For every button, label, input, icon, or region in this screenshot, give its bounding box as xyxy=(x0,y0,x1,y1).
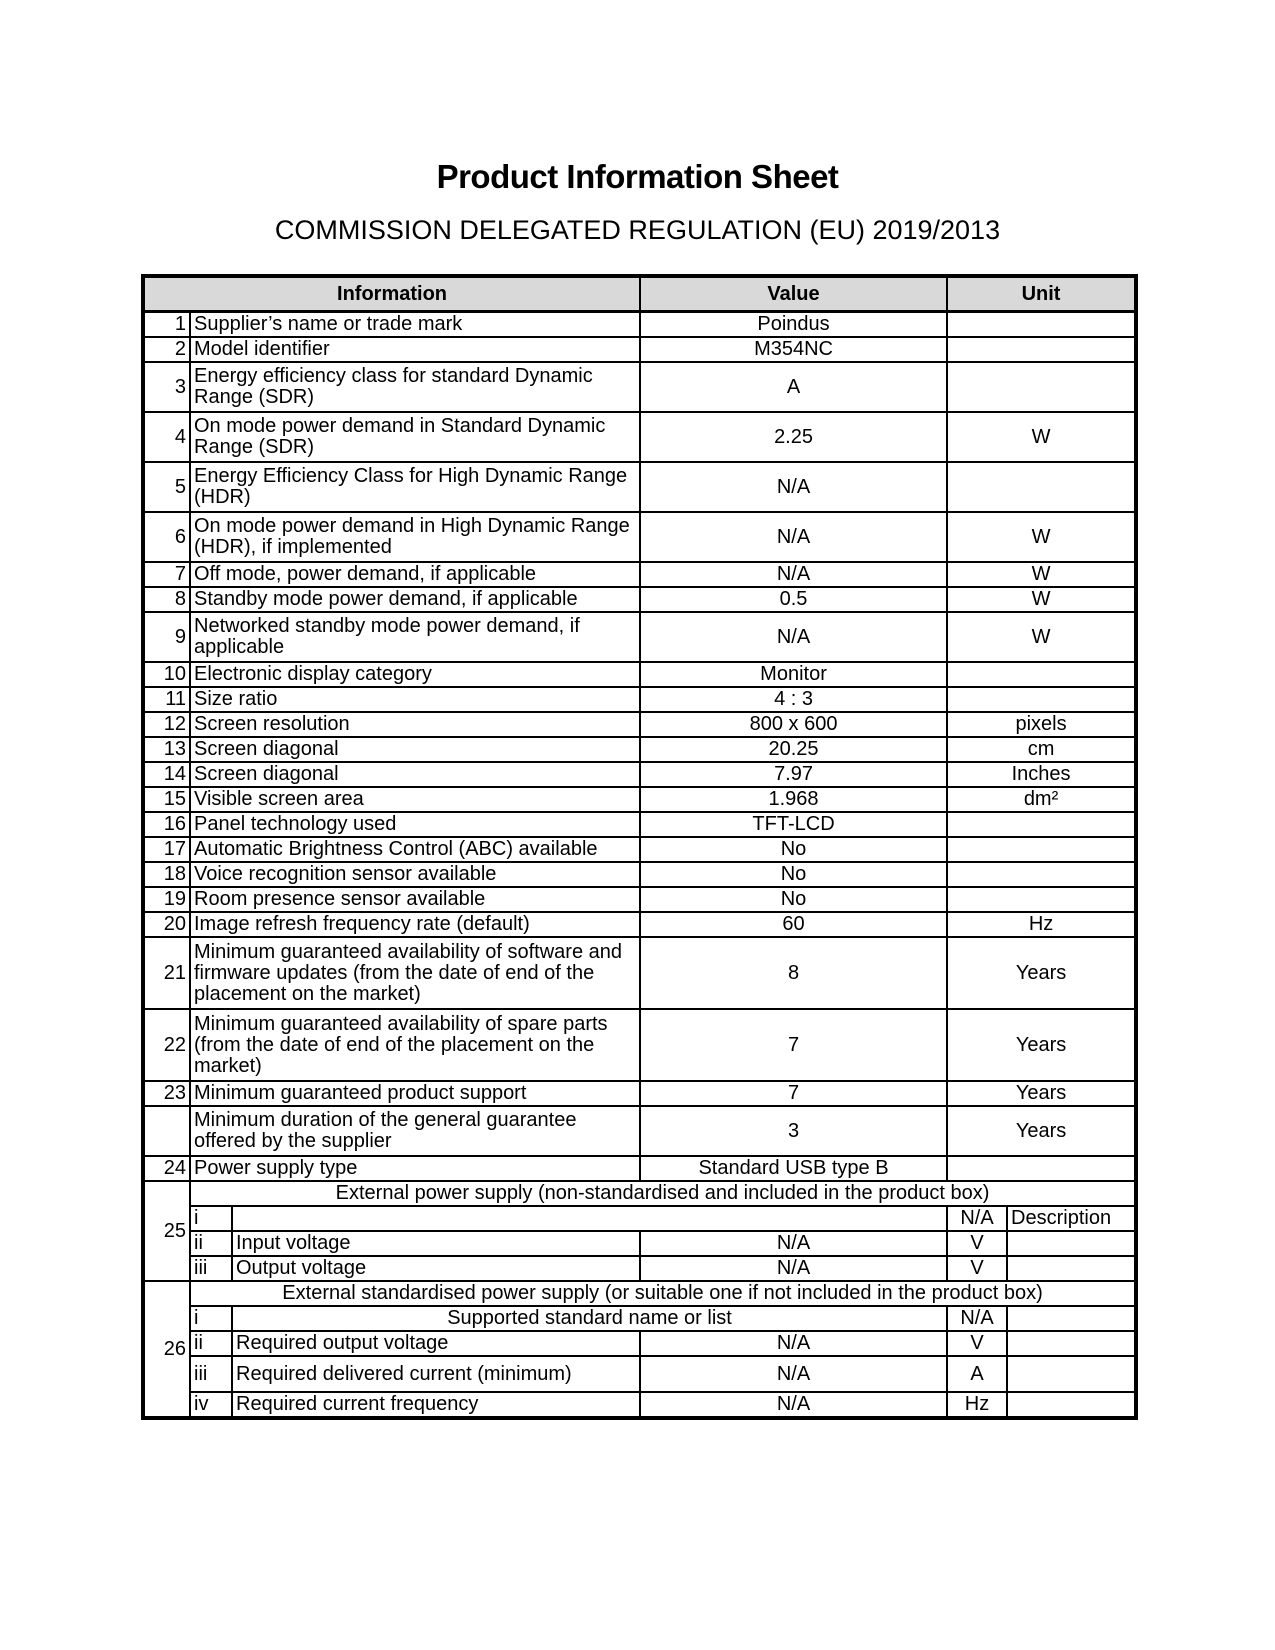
row-unit xyxy=(947,1156,1136,1181)
row-info: Standby mode power demand, if applicable xyxy=(190,587,640,612)
row-unit: dm² xyxy=(947,787,1136,812)
table-row xyxy=(143,337,1136,362)
product-info-table xyxy=(141,274,1138,1420)
row-unit xyxy=(947,337,1136,362)
table-row xyxy=(143,1009,1136,1081)
table-row xyxy=(143,862,1136,887)
row-number: 13 xyxy=(143,737,190,762)
row-value: N/A xyxy=(640,562,947,587)
row-info: Energy efficiency class for standard Dynamic Range (SDR) xyxy=(190,362,640,412)
row-info: Screen resolution xyxy=(190,712,640,737)
row-value: A xyxy=(640,362,947,412)
table-row xyxy=(143,887,1136,912)
sub-info: Supported standard name or list xyxy=(232,1306,947,1331)
row-info: Off mode, power demand, if applicable xyxy=(190,562,640,587)
row-number: 5 xyxy=(143,462,190,512)
sub-value: N/A xyxy=(640,1256,947,1281)
table-header-row xyxy=(143,276,1136,312)
sub-extra xyxy=(1007,1331,1136,1356)
regulation-subtitle: COMMISSION DELEGATED REGULATION (EU) 2019/2013 xyxy=(274,215,1001,245)
table-row xyxy=(143,587,1136,612)
row-unit: Years xyxy=(947,1081,1136,1106)
sub-info: Input voltage xyxy=(232,1231,640,1256)
row-value: 7 xyxy=(640,1081,947,1106)
row-value: 0.5 xyxy=(640,587,947,612)
section-25-heading: External power supply (non-standardised and included in the product box) xyxy=(190,1181,1136,1206)
row-number: 14 xyxy=(143,762,190,787)
row-info: Minimum guaranteed product support xyxy=(190,1081,640,1106)
table-row xyxy=(143,612,1136,662)
row-unit xyxy=(947,687,1136,712)
column-header-information: Information xyxy=(143,276,640,312)
sub-info: Required delivered current (minimum) xyxy=(232,1356,640,1392)
row-info: Screen diagonal xyxy=(190,737,640,762)
sub-value: N/A xyxy=(640,1356,947,1392)
row-number: 19 xyxy=(143,887,190,912)
table-row xyxy=(143,687,1136,712)
table-row xyxy=(143,737,1136,762)
table-row xyxy=(143,1106,1136,1156)
section-25-heading-row xyxy=(143,1181,1136,1206)
row-value: Poindus xyxy=(640,312,947,338)
row-number: 4 xyxy=(143,412,190,462)
row-info: Screen diagonal xyxy=(190,762,640,787)
row-value: 20.25 xyxy=(640,737,947,762)
sub-info: Required current frequency xyxy=(232,1392,640,1418)
row-info: Panel technology used xyxy=(190,812,640,837)
row-number: 1 xyxy=(143,312,190,338)
section-26-row xyxy=(143,1392,1136,1418)
row-unit: Hz xyxy=(947,912,1136,937)
sub-index: ii xyxy=(190,1231,232,1256)
row-value: 3 xyxy=(640,1106,947,1156)
sub-extra xyxy=(1007,1392,1136,1418)
row-value: No xyxy=(640,887,947,912)
row-unit xyxy=(947,462,1136,512)
row-value: N/A xyxy=(640,512,947,562)
sub-unit: V xyxy=(947,1231,1007,1256)
row-number: 22 xyxy=(143,1009,190,1081)
sub-index: iv xyxy=(190,1392,232,1418)
column-header-unit: Unit xyxy=(947,276,1136,312)
row-unit: Years xyxy=(947,937,1136,1009)
row-value: 1.968 xyxy=(640,787,947,812)
sub-extra: Description xyxy=(1007,1206,1136,1231)
sub-index: ii xyxy=(190,1331,232,1356)
row-number: 10 xyxy=(143,662,190,687)
sub-index: iii xyxy=(190,1256,232,1281)
row-number: 15 xyxy=(143,787,190,812)
row-value: Monitor xyxy=(640,662,947,687)
row-value: No xyxy=(640,862,947,887)
table-row xyxy=(143,462,1136,512)
row-info: Voice recognition sensor available xyxy=(190,862,640,887)
row-unit xyxy=(947,837,1136,862)
row-number: 12 xyxy=(143,712,190,737)
table-row xyxy=(143,812,1136,837)
row-unit xyxy=(947,812,1136,837)
row-number: 20 xyxy=(143,912,190,937)
sub-value: N/A xyxy=(640,1231,947,1256)
row-unit: Years xyxy=(947,1106,1136,1156)
row-info: Automatic Brightness Control (ABC) available xyxy=(190,837,640,862)
sub-index: i xyxy=(190,1306,232,1331)
table-row xyxy=(143,762,1136,787)
table-row xyxy=(143,512,1136,562)
row-unit xyxy=(947,312,1136,338)
table-row xyxy=(143,412,1136,462)
row-value: 4 : 3 xyxy=(640,687,947,712)
row-number: 8 xyxy=(143,587,190,612)
table-row xyxy=(143,312,1136,338)
sub-value: N/A xyxy=(640,1392,947,1418)
row-number: 7 xyxy=(143,562,190,587)
sub-extra xyxy=(1007,1356,1136,1392)
row-number: 16 xyxy=(143,812,190,837)
row-unit: W xyxy=(947,412,1136,462)
row-info: Minimum duration of the general guarantee offered by the supplier xyxy=(190,1106,640,1156)
sub-unit: A xyxy=(947,1356,1007,1392)
page-title: Product Information Sheet xyxy=(436,158,839,195)
row-value: N/A xyxy=(640,612,947,662)
row-number: 6 xyxy=(143,512,190,562)
row-value: 60 xyxy=(640,912,947,937)
table-row xyxy=(143,912,1136,937)
row-unit: W xyxy=(947,512,1136,562)
row-value: N/A xyxy=(640,462,947,512)
column-header-value: Value xyxy=(640,276,947,312)
table-row xyxy=(143,787,1136,812)
section-26-row xyxy=(143,1331,1136,1356)
row-info: Electronic display category xyxy=(190,662,640,687)
row-unit: Years xyxy=(947,1009,1136,1081)
section-25-row xyxy=(143,1231,1136,1256)
section-26-heading-row xyxy=(143,1281,1136,1306)
row-number: 24 xyxy=(143,1156,190,1181)
row-value: No xyxy=(640,837,947,862)
sub-extra xyxy=(1007,1231,1136,1256)
section-26-heading: External standardised power supply (or suitable one if not included in the product box) xyxy=(190,1281,1136,1306)
row-number: 11 xyxy=(143,687,190,712)
row-unit: pixels xyxy=(947,712,1136,737)
row-unit: cm xyxy=(947,737,1136,762)
sub-info: Output voltage xyxy=(232,1256,640,1281)
table-row xyxy=(143,1081,1136,1106)
table-row xyxy=(143,937,1136,1009)
row-unit: W xyxy=(947,587,1136,612)
row-info: Room presence sensor available xyxy=(190,887,640,912)
row-value: M354NC xyxy=(640,337,947,362)
sub-extra xyxy=(1007,1306,1136,1331)
row-value: 800 x 600 xyxy=(640,712,947,737)
row-number: 18 xyxy=(143,862,190,887)
table-row xyxy=(143,662,1136,687)
sub-unit: N/A xyxy=(947,1306,1007,1331)
sub-info: Required output voltage xyxy=(232,1331,640,1356)
section-26-row xyxy=(143,1306,1136,1331)
table-row xyxy=(143,1156,1136,1181)
row-value: 7.97 xyxy=(640,762,947,787)
sub-value: N/A xyxy=(640,1331,947,1356)
table-row xyxy=(143,562,1136,587)
row-info: Image refresh frequency rate (default) xyxy=(190,912,640,937)
row-unit xyxy=(947,887,1136,912)
row-info: On mode power demand in High Dynamic Range (HDR), if implemented xyxy=(190,512,640,562)
row-info: Networked standby mode power demand, if applicable xyxy=(190,612,640,662)
row-value: 8 xyxy=(640,937,947,1009)
row-info: Size ratio xyxy=(190,687,640,712)
sub-info xyxy=(232,1206,947,1231)
row-unit: W xyxy=(947,562,1136,587)
row-number: 21 xyxy=(143,937,190,1009)
row-info: Minimum guaranteed availability of spare parts (from the date of end of the placement on the market) xyxy=(190,1009,640,1081)
section-26-row xyxy=(143,1356,1136,1392)
row-number: 9 xyxy=(143,612,190,662)
sub-extra xyxy=(1007,1256,1136,1281)
row-info: Energy Efficiency Class for High Dynamic Range (HDR) xyxy=(190,462,640,512)
row-unit: W xyxy=(947,612,1136,662)
row-info: Visible screen area xyxy=(190,787,640,812)
row-info: Minimum guaranteed availability of software and firmware updates (from the date of end of the placement on the market) xyxy=(190,937,640,1009)
row-info: Supplier’s name or trade mark xyxy=(190,312,640,338)
row-info: Power supply type xyxy=(190,1156,640,1181)
row-info: On mode power demand in Standard Dynamic Range (SDR) xyxy=(190,412,640,462)
row-value: TFT-LCD xyxy=(640,812,947,837)
table-row xyxy=(143,837,1136,862)
table-row xyxy=(143,712,1136,737)
sub-index: iii xyxy=(190,1356,232,1392)
sub-unit: V xyxy=(947,1331,1007,1356)
row-number: 23 xyxy=(143,1081,190,1106)
row-unit xyxy=(947,662,1136,687)
row-value: Standard USB type B xyxy=(640,1156,947,1181)
row-value: 2.25 xyxy=(640,412,947,462)
section-25-row xyxy=(143,1206,1136,1231)
row-unit xyxy=(947,862,1136,887)
section-26-number: 26 xyxy=(143,1281,190,1418)
section-25-number: 25 xyxy=(143,1181,190,1281)
sub-unit: Hz xyxy=(947,1392,1007,1418)
row-unit: Inches xyxy=(947,762,1136,787)
row-number: 2 xyxy=(143,337,190,362)
section-25-row xyxy=(143,1256,1136,1281)
row-value: 7 xyxy=(640,1009,947,1081)
row-number xyxy=(143,1106,190,1156)
row-number: 17 xyxy=(143,837,190,862)
table-row xyxy=(143,362,1136,412)
row-unit xyxy=(947,362,1136,412)
row-number: 3 xyxy=(143,362,190,412)
row-info: Model identifier xyxy=(190,337,640,362)
sub-unit: N/A xyxy=(947,1206,1007,1231)
sub-unit: V xyxy=(947,1256,1007,1281)
sub-index: i xyxy=(190,1206,232,1231)
